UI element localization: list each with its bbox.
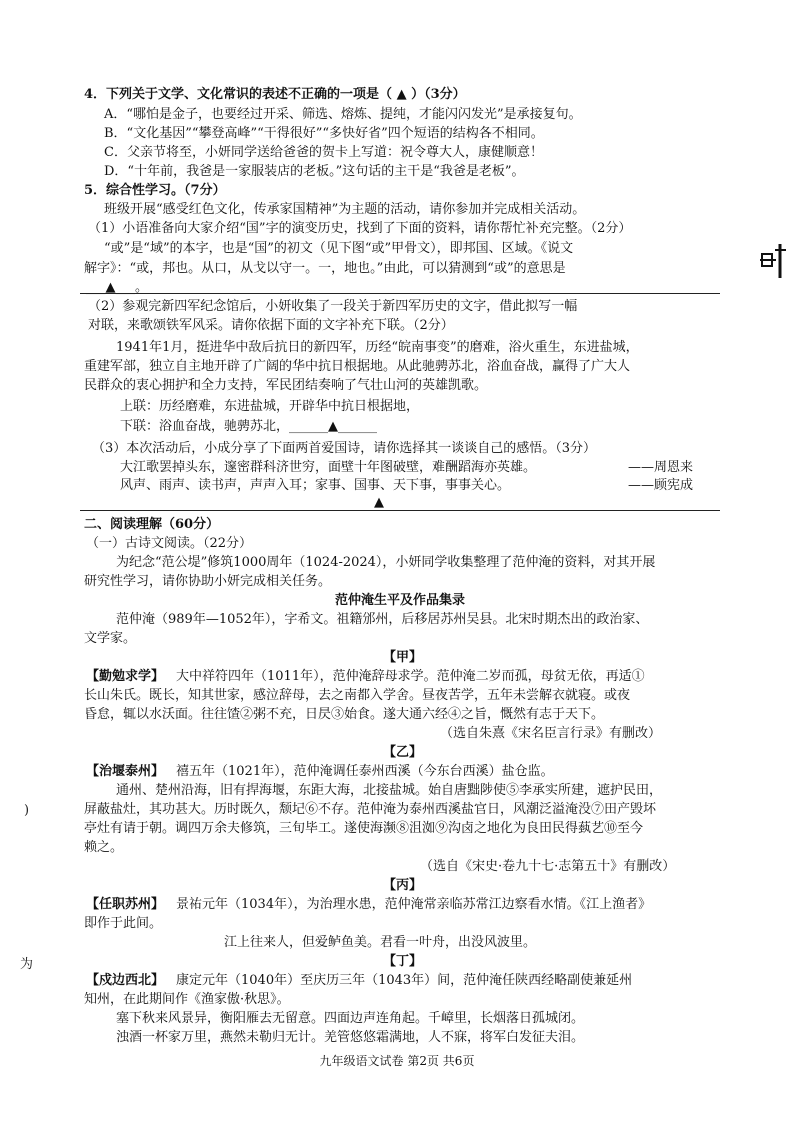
q5-part2-title-cont: 对联，来歌颂铁军风采。请你依据下面的文字补充下联。（2分）: [88, 318, 454, 333]
margin-mark-left: ): [24, 803, 30, 818]
q5-part2-title: （2）参观完新四军纪念馆后，小妍收集了一段关于新四军历史的文字，借此拟写一幅: [88, 299, 578, 314]
yi-tag: 【治堰泰州】: [86, 764, 165, 779]
page-footer: 九年级语文试卷 第2页 共6页: [319, 1054, 475, 1068]
yi-line2: 通州、楚州沿海，旧有捍海堰，东距大海，北接盐城。始自唐黜陟使⑤李承实所建，遮护民田，: [116, 783, 663, 798]
ding-line1: 康定元年（1040年）至庆历三年（1043年）间，范仲淹任陕西经略副使兼延州: [176, 973, 633, 988]
yi-line5: 赖之。: [84, 840, 124, 855]
q5-part2-text1: 1941年1月，挺进华中敌后抗日的新四军，历经“皖南事变”的磨难，浴火重生，东进盐城，: [116, 340, 639, 355]
doc-title: 范仲淹生平及作品集录: [335, 593, 466, 608]
bio-line2: 文学家。: [84, 631, 137, 646]
margin-mark-left2: 为: [20, 957, 34, 972]
jia-line1: 大中祥符四年（1011年），范仲淹辞母求学。范仲淹二岁而孤，母贫无依，再适①: [176, 669, 645, 684]
jia-source: （选自朱熹《宋名臣言行录》有删改）: [440, 726, 662, 741]
q5-stem: 5．综合性学习。（7分）: [84, 183, 226, 198]
label-ding: 【丁】: [383, 954, 423, 969]
section-2-title: 二、阅读理解（60分）: [84, 517, 220, 532]
q5-part1-title: （1）小语准备向大家介绍“国”字的演变历史，找到了下面的资料，请你帮忙补充完整。（2分）: [88, 221, 632, 236]
jia-tag: 【勤勉求学】: [86, 669, 165, 684]
yi-line4: 亭灶有请于朝。调四万余夫修筑，三旬毕工。遂使海濒⑧沮洳⑨沟卤之地化为良田民得蓺艺⑩至今: [84, 821, 644, 836]
yi-source: （选自《宋史·卷九十七·志第五十》有删改）: [420, 859, 676, 874]
q4-option-d: D．“十年前，我爸是一家服装店的老板。”这句话的主干是“我爸是老板”。: [104, 164, 525, 179]
q5-part1-text1: “或”是“域”的本字，也是“国”的初文（见下图“或”甲骨文），即邦国、区域。《说文: [104, 241, 574, 256]
q5-part2-text2: 重建军部，独立自主地开辟了广阔的华中抗日根据地。从此驰骋苏北，浴血奋战，赢得了广大人: [84, 359, 631, 374]
ding-line2: 知州，在此期间作《渔家傲·秋思》。: [84, 992, 290, 1007]
couplet-lower: 下联：浴血奋战，驰骋苏北，______▲______: [120, 419, 377, 434]
q5-part1-blank: ___▲___。: [86, 280, 148, 295]
label-bing: 【丙】: [383, 878, 423, 893]
yi-line1: 禧五年（1021年），范仲淹调任泰州西溪（今东台西溪）盐仓监。: [176, 764, 554, 779]
section-2-intro1: 为纪念“范公堤”修筑1000周年（1024-2024），小妍同学收集整理了范仲淹的资料，对其开展: [116, 555, 656, 570]
section-2-intro2: 研究性学习，请你协助小妍完成相关任务。: [84, 574, 332, 589]
q5-intro: 班级开展“感受红色文化，传承家国精神”为主题的活动，请你参加并完成相关活动。: [104, 202, 586, 217]
q4-option-b: B．“文化基因”“攀登高峰”“干得很好”“多快好省”四个短语的结构各不相同。: [104, 126, 544, 141]
jia-line2: 长山朱氏。既长，知其世家，感泣辞母，去之南都入学舍。昼夜苦学，五年未尝解衣就寝。或夜: [84, 688, 631, 703]
q4-stem: 4．下列关于文学、文化常识的表述不正确的一项是（ ▲ ）（3分）: [84, 87, 466, 102]
label-yi: 【乙】: [383, 745, 423, 760]
oracle-bone-glyph-icon: [758, 240, 788, 280]
q4-option-c: C．父亲节将至，小妍同学送给爸爸的贺卡上写道：祝令尊大人，康健顺意！: [104, 145, 543, 160]
divider: [80, 293, 720, 294]
section-2-sub: （一）古诗文阅读。（22分）: [86, 536, 253, 551]
poem-1: 大江歌罢掉头东，邃密群科济世穷，面壁十年图破壁，难酬蹈海亦英雄。: [120, 460, 537, 475]
bio-line1: 范仲淹（989年—1052年），字希文。祖籍邠州，后移居苏州吴县。北宋时期杰出的政治家、: [116, 612, 649, 627]
bing-line2: 即作于此间。: [84, 916, 163, 931]
ding-line4: 浊酒一杯家万里，燕然未勒归无计。羌管悠悠霜满地，人不寐，将军白发征夫泪。: [116, 1030, 585, 1045]
jia-line3: 昏怠，辄以水沃面。往往馇②粥不充，日昃③始食。遂大通六经④之旨，慨然有志于天下。: [84, 707, 605, 722]
poem-1-author: ——周恩来: [628, 460, 694, 475]
poem-2-author: ——顾宪成: [628, 478, 694, 493]
q5-part2-text3: 民群众的衷心拥护和全力支持，军民团结奏响了气壮山河的英雄凯歌。: [84, 378, 488, 393]
ding-line3: 塞下秋来风景异，衡阳雁去无留意。四面边声连角起。千嶂里，长烟落日孤城闭。: [116, 1011, 585, 1026]
ding-tag: 【戍边西北】: [86, 973, 165, 988]
poem-2: 风声、雨声、读书声，声声入耳；家事、国事、天下事，事事关心。: [120, 478, 511, 493]
yi-line3: 屏蔽盐灶，其功甚大。历时既久，颓圮⑥不存。范仲淹为泰州西溪盐官日，风潮泛溢淹没⑦田产毁坏: [84, 802, 657, 817]
bing-line1: 景祐元年（1034年），为治理水患，范仲淹常亲临苏常江边察看水情。《江上渔者》: [176, 897, 652, 912]
answer-line: [80, 510, 720, 511]
couplet-upper: 上联：历经磨难，东进盐城，开辟华中抗日根据地，: [120, 399, 420, 414]
q5-part1-text2: 解字》：“或，邦也。从口，从戈以守一。一，地也。”由此，可以猜测到“或”的意思是: [84, 261, 566, 276]
answer-triangle: ▲: [374, 495, 384, 510]
q4-option-a: A．“哪怕是金子，也要经过开采、筛选、熔炼、提纯，才能闪闪发光”是承接复句。: [104, 107, 582, 122]
q5-part3-title: （3）本次活动后，小成分享了下面两首爱国诗，请你选择其一谈谈自己的感悟。（3分）: [92, 441, 597, 456]
bing-poem: 江上往来人，但爱鲈鱼美。君看一叶舟，出没风波里。: [224, 935, 537, 950]
bing-tag: 【任职苏州】: [86, 897, 165, 912]
label-jia: 【甲】: [383, 650, 423, 665]
